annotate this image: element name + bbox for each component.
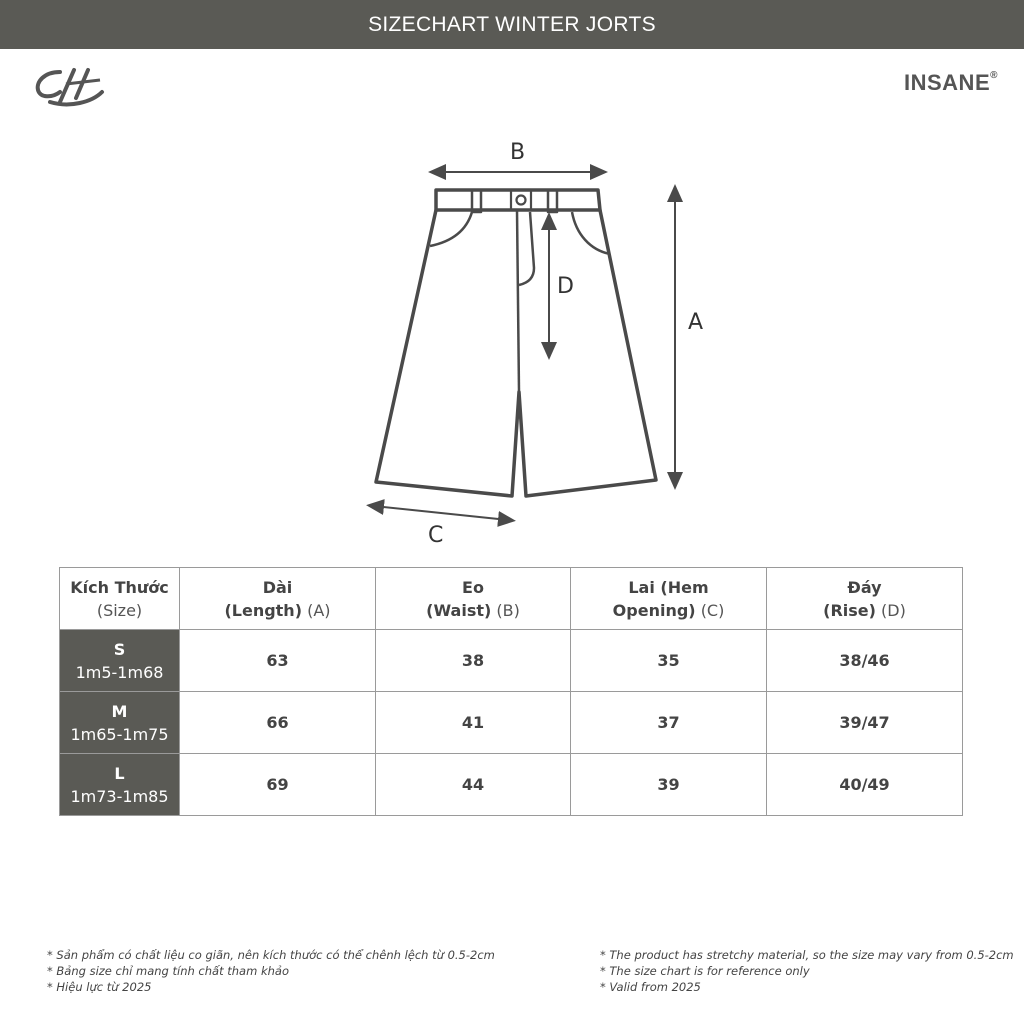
brand-logo-icon: [30, 62, 106, 110]
notes-vietnamese: [47, 947, 495, 995]
jorts-diagram: [0, 130, 1024, 560]
waist-cell: 41: [376, 692, 571, 754]
hem-cell: 35: [571, 630, 767, 692]
page-title: SIZECHART WINTER JORTS: [368, 12, 656, 36]
table-row: [60, 692, 963, 754]
dimension-label-c: C: [428, 523, 444, 548]
column-header-hem-opening: Lai (Hem Opening) (C): [571, 568, 767, 630]
column-header-size: Kích Thước (Size): [60, 568, 180, 630]
length-cell: 66: [180, 692, 376, 754]
table-row: [60, 754, 963, 816]
jorts-outline-icon: [0, 130, 1024, 560]
rise-cell: 39/47: [767, 692, 963, 754]
waist-cell: 44: [376, 754, 571, 816]
note-line: * Hiệu lực từ 2025: [47, 980, 152, 994]
rise-cell: 38/46: [767, 630, 963, 692]
waist-cell: 38: [376, 630, 571, 692]
size-table: [59, 567, 963, 816]
column-header-waist: Eo (Waist) (B): [376, 568, 571, 630]
table-header-row: [60, 568, 963, 630]
length-cell: 69: [180, 754, 376, 816]
note-line: * Bảng size chỉ mang tính chất tham khảo: [47, 964, 289, 978]
table-row: [60, 630, 963, 692]
note-line: * The product has stretchy material, so the size may vary from 0.5-2cm: [600, 948, 1014, 962]
dimension-label-d: D: [557, 274, 574, 299]
column-header-rise: Đáy (Rise) (D): [767, 568, 963, 630]
length-cell: 63: [180, 630, 376, 692]
note-line: * Valid from 2025: [600, 980, 701, 994]
note-line: * Sản phẩm có chất liệu co giãn, nên kích thước có thể chênh lệch từ 0.5-2cm: [47, 948, 495, 962]
size-cell: L 1m73-1m85: [60, 754, 180, 816]
size-cell: M 1m65-1m75: [60, 692, 180, 754]
note-line: * The size chart is for reference only: [600, 964, 810, 978]
hem-cell: 37: [571, 692, 767, 754]
notes-english: [600, 947, 1014, 995]
hem-cell: 39: [571, 754, 767, 816]
header-bar: [0, 0, 1024, 49]
brand-name: INSANE®: [904, 69, 998, 95]
column-header-length: Dài (Length) (A): [180, 568, 376, 630]
size-cell: S 1m5-1m68: [60, 630, 180, 692]
dimension-label-b: B: [510, 140, 526, 165]
dimension-label-a: A: [688, 310, 704, 335]
rise-cell: 40/49: [767, 754, 963, 816]
